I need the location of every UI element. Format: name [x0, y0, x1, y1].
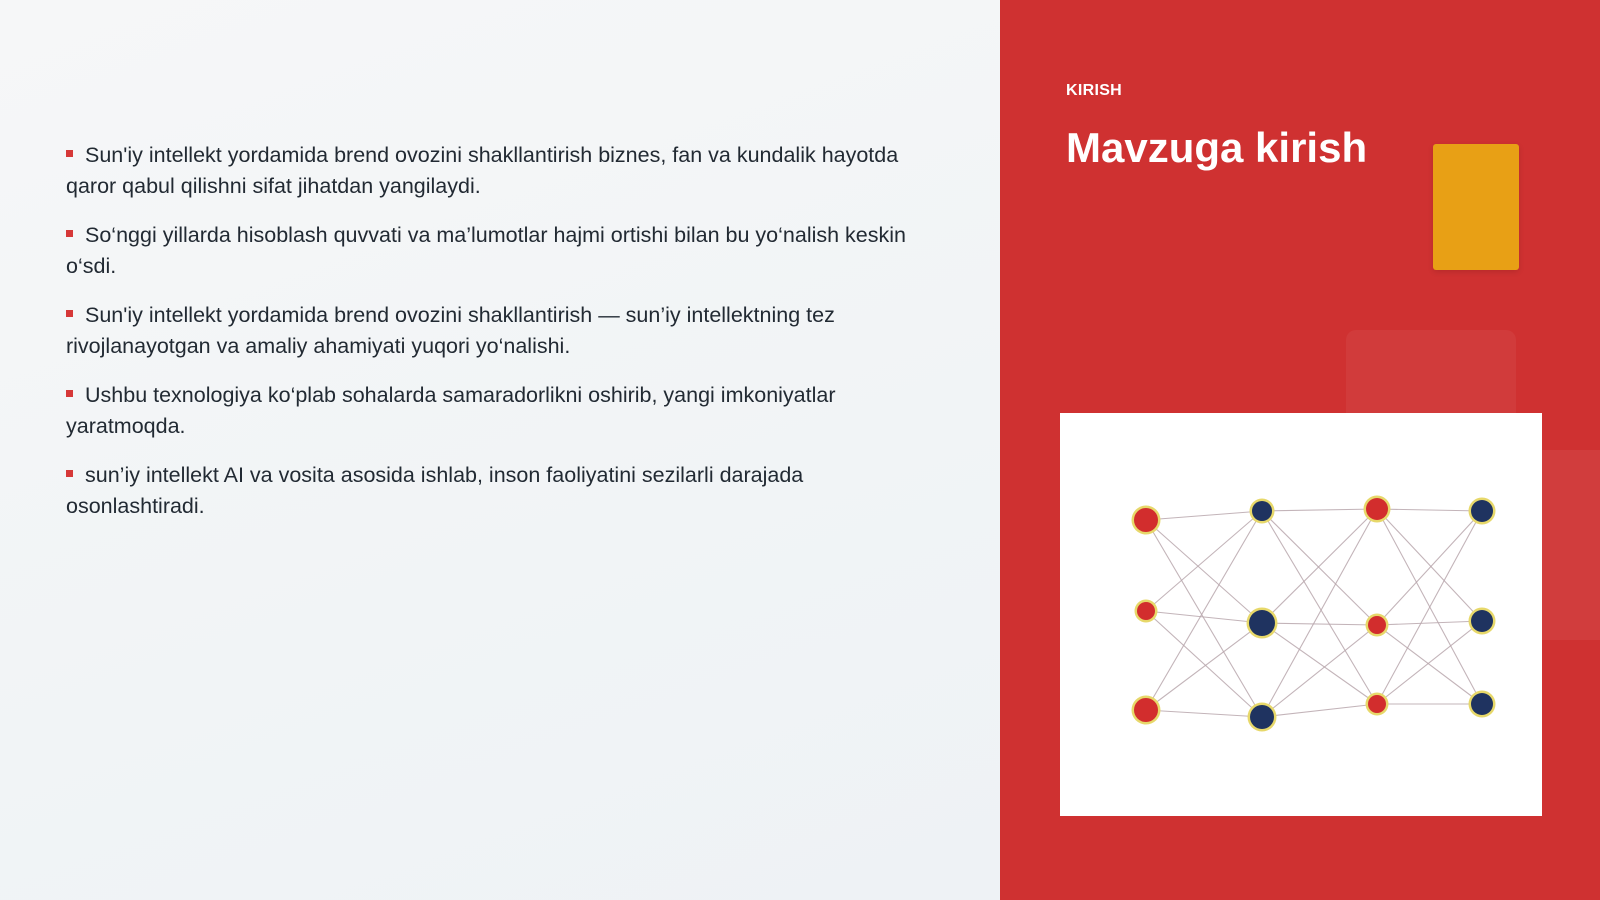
network-node	[1471, 500, 1493, 522]
bullet-item	[66, 460, 916, 522]
network-edge	[1262, 623, 1377, 704]
network-edge	[1146, 520, 1262, 623]
bullet-text: Sun'iy intellekt yordamida brend ovozini shakllantirish biznes, fan va kundalik hayotda qaror qabul qilishni sifat jihatdan yangilaydi.	[66, 143, 899, 198]
network-node	[1134, 698, 1158, 722]
network-edge	[1262, 704, 1377, 717]
accent-block	[1433, 144, 1519, 270]
bullet-square-icon	[66, 470, 73, 477]
network-edge	[1262, 625, 1377, 717]
network-edge	[1146, 520, 1262, 717]
bullet-list	[66, 140, 916, 540]
neural-network-graph	[1060, 413, 1542, 816]
section-label: KIRISH	[1066, 82, 1123, 99]
network-node	[1366, 498, 1388, 520]
slide-title: Mavzuga kirish	[1066, 124, 1368, 171]
bullet-item	[66, 140, 916, 202]
bullet-text: Ushbu texnologiya ko‘plab sohalarda samaradorlikni oshirib, yangi imkoniyatlar yaratmoqda.	[66, 383, 836, 438]
network-node	[1368, 695, 1386, 713]
network-edge	[1146, 511, 1262, 611]
network-node	[1252, 501, 1272, 521]
bullet-text: sun’iy intellekt AI va vosita asosida ishlab, inson faoliyatini sezilarli darajada osonlashtiradi.	[66, 463, 804, 518]
bullet-item	[66, 220, 916, 282]
network-edge	[1262, 623, 1377, 625]
bullet-item	[66, 380, 916, 442]
network-edge	[1146, 710, 1262, 717]
bullet-text: Sun'iy intellekt yordamida brend ovozini shakllantirish — sun’iy intellektning tez rivojlanayotgan va amaliy ahamiyati yuqori yo‘nalishi.	[66, 303, 835, 358]
network-edge	[1146, 623, 1262, 710]
bullet-square-icon	[66, 310, 73, 317]
bullet-square-icon	[66, 150, 73, 157]
network-node	[1471, 693, 1493, 715]
title-panel	[1000, 0, 1600, 900]
network-edge	[1146, 511, 1262, 520]
bullet-square-icon	[66, 230, 73, 237]
network-edge	[1262, 509, 1377, 623]
bullet-item	[66, 300, 916, 362]
network-node	[1134, 508, 1158, 532]
network-edge	[1377, 509, 1482, 621]
bullet-text: So‘nggi yillarda hisoblash quvvati va ma’lumotlar hajmi ortishi bilan bu yo‘nalish keskin o‘sdi.	[66, 223, 906, 278]
neural-network-image	[1060, 413, 1542, 816]
bullet-square-icon	[66, 390, 73, 397]
network-edge	[1146, 611, 1262, 717]
network-edge	[1146, 511, 1262, 710]
network-node	[1250, 705, 1274, 729]
network-edge	[1377, 509, 1482, 511]
network-edge	[1377, 621, 1482, 625]
edge-group	[1146, 509, 1482, 717]
network-edge	[1262, 509, 1377, 511]
network-edge	[1146, 611, 1262, 623]
network-node	[1249, 610, 1275, 636]
network-node	[1471, 610, 1493, 632]
network-node	[1137, 602, 1155, 620]
network-node	[1368, 616, 1386, 634]
